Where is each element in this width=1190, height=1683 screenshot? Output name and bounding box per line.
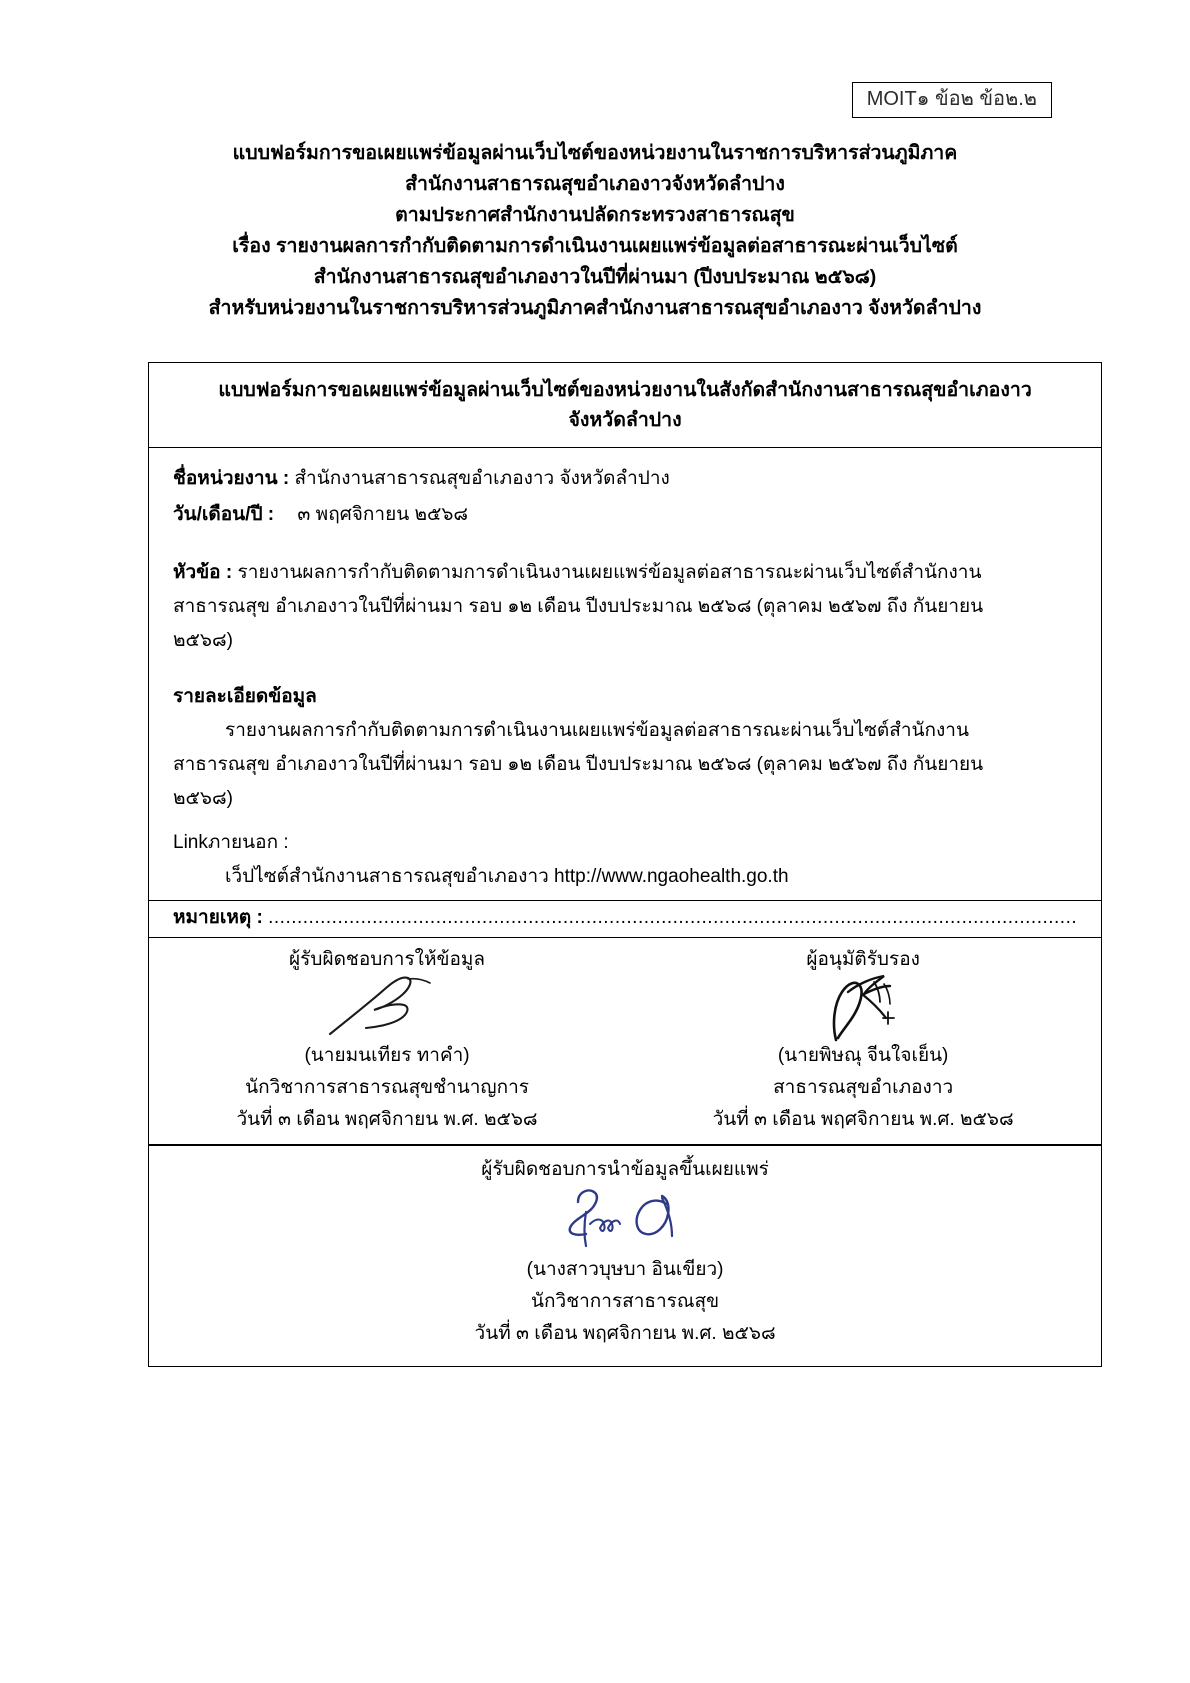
publisher-title: ผู้รับผิดชอบการนำข้อมูลขึ้นเผยแพร่ — [481, 1159, 769, 1180]
publisher-date: วันที่ ๓ เดือน พฤศจิกายน พ.ศ. ๒๕๖๘ — [474, 1323, 776, 1344]
note-dots: ............................................................................................................................................ — [268, 907, 1078, 928]
date-label: วัน/เดือน/ปี : — [173, 504, 275, 525]
topic-line-2: สาธารณสุข อำเภองาวในปีที่ผ่านมา รอบ ๑๒ เดือน ปีงบประมาณ ๒๕๖๘ (ตุลาคม ๒๕๖๗ ถึง กันยายน — [173, 596, 984, 617]
header-line-1: แบบฟอร์มการขอเผยแพร่ข้อมูลผ่านเว็บไซต์ของหน่วยงานในราชการบริหารส่วนภูมิภาค — [232, 142, 958, 164]
form-title-line-2: จังหวัดลำปาง — [568, 409, 682, 431]
date-value: ๓ พฤศจิกายน ๒๕๖๘ — [297, 504, 469, 525]
publisher-signature-area — [149, 1188, 1101, 1254]
signature-block-publisher — [149, 1145, 1101, 1366]
note-label: หมายเหตุ : — [173, 907, 263, 928]
detail-line-2: สาธารณสุข อำเภองาวในปีที่ผ่านมา รอบ ๑๒ เดือน ปีงบประมาณ ๒๕๖๘ (ตุลาคม ๒๕๖๗ ถึง กันยายน — [173, 754, 984, 775]
form-title-cell — [149, 363, 1102, 448]
link-block — [173, 826, 1077, 894]
form-body-cell — [149, 448, 1102, 901]
handwritten-signature-icon — [788, 972, 938, 1055]
topic-block — [173, 556, 1077, 658]
link-value: เว็ปไซต์สำนักงานสาธารณสุขอำเภองาว http://www.ngaohealth.go.th — [225, 866, 789, 887]
detail-line-1: รายงานผลการกำกับติดตามการดำเนินงานเผยแพร่ข้อมูลต่อสาธารณะผ่านเว็บไซต์สำนักงาน — [225, 720, 969, 741]
publisher-signature-row — [149, 1145, 1102, 1367]
detail-line-3: ๒๕๖๘) — [173, 788, 233, 809]
detail-label: รายละเอียดข้อมูล — [173, 686, 317, 707]
spacer-after-topic — [173, 658, 1077, 680]
approver-date: วันที่ ๓ เดือน พฤศจิกายน พ.ศ. ๒๕๖๘ — [712, 1109, 1014, 1130]
link-label: Linkภายนอก : — [173, 832, 289, 853]
handwritten-signature-icon — [312, 972, 462, 1053]
provider-date: วันที่ ๓ เดือน พฤศจิกายน พ.ศ. ๒๕๖๘ — [236, 1109, 538, 1130]
form-title-row — [149, 363, 1102, 448]
note-cell — [149, 901, 1102, 938]
form-title-line-1: แบบฟอร์มการขอเผยแพร่ข้อมูลผ่านเว็บไซต์ของหน่วยงานในสังกัดสำนักงานสาธารณสุขอำเภองาว — [218, 379, 1032, 401]
provider-name: (นายมนเทียร ทาคำ) — [304, 1045, 470, 1066]
signature-block-provider — [149, 938, 625, 1144]
date-row — [173, 498, 1077, 532]
spacer-after-detail — [173, 816, 1077, 826]
publisher-name: (นางสาวบุษบา อินเขียว) — [526, 1259, 724, 1280]
topic-text-1: รายงานผลการกำกับติดตามการดำเนินงานเผยแพร่ข้อมูลต่อสาธารณะผ่านเว็บไซต์สำนักงาน — [237, 562, 982, 583]
provider-signature-area — [149, 978, 625, 1040]
signature-columns — [149, 938, 1101, 1144]
detail-block — [173, 680, 1077, 816]
approver-title: ผู้อนุมัติรับรอง — [806, 949, 920, 970]
approver-name: (นายพิษณุ จีนใจเย็น) — [777, 1045, 949, 1066]
form-note-row — [149, 901, 1102, 938]
handwritten-signature-icon — [520, 1184, 730, 1267]
provider-title: ผู้รับผิดชอบการให้ข้อมูล — [289, 949, 486, 970]
topic-line-1 — [173, 556, 1077, 590]
provider-role: นักวิชาการสาธารณสุขชำนาญการ — [245, 1077, 529, 1098]
publisher-signature-cell — [149, 1145, 1102, 1367]
publication-request-form — [148, 362, 1102, 1367]
org-name-value: สำนักงานสาธารณสุขอำเภองาว จังหวัดลำปาง — [294, 468, 670, 489]
header-line-5: สำนักงานสาธารณสุขอำเภองาวในปีที่ผ่านมา (ปีงบประมาณ ๒๕๖๘) — [313, 266, 877, 288]
topic-line-3: ๒๕๖๘) — [173, 630, 233, 651]
topic-label: หัวข้อ : — [173, 562, 233, 583]
org-name-row — [173, 462, 1077, 496]
header-line-2: สำนักงานสาธารณสุขอำเภองาวจังหวัดลำปาง — [405, 173, 785, 195]
approver-role: สาธารณสุขอำเภองาว — [773, 1077, 954, 1098]
approver-signature-area — [625, 978, 1101, 1040]
org-name-label: ชื่อหน่วยงาน : — [173, 468, 290, 489]
form-body-row — [149, 448, 1102, 901]
spacer-after-date — [173, 534, 1077, 556]
document-header — [150, 138, 1040, 324]
signature-row-cell — [149, 938, 1102, 1145]
publisher-role: นักวิชาการสาธารณสุข — [531, 1291, 720, 1312]
signature-block-approver — [625, 938, 1101, 1144]
moit-reference-tag: MOIT๑ ข้อ๒ ข้อ๒.๒ — [852, 82, 1052, 118]
header-line-3: ตามประกาศสำนักงานปลัดกระทรวงสาธารณสุข — [395, 204, 795, 226]
header-line-4: เรื่อง รายงานผลการกำกับติดตามการดำเนินงานเผยแพร่ข้อมูลต่อสาธารณะผ่านเว็บไซต์ — [232, 235, 958, 257]
signature-row — [149, 938, 1102, 1145]
header-line-6: สำหรับหน่วยงานในราชการบริหารส่วนภูมิภาคสำนักงานสาธารณสุขอำเภองาว จังหวัดลำปาง — [208, 297, 982, 319]
